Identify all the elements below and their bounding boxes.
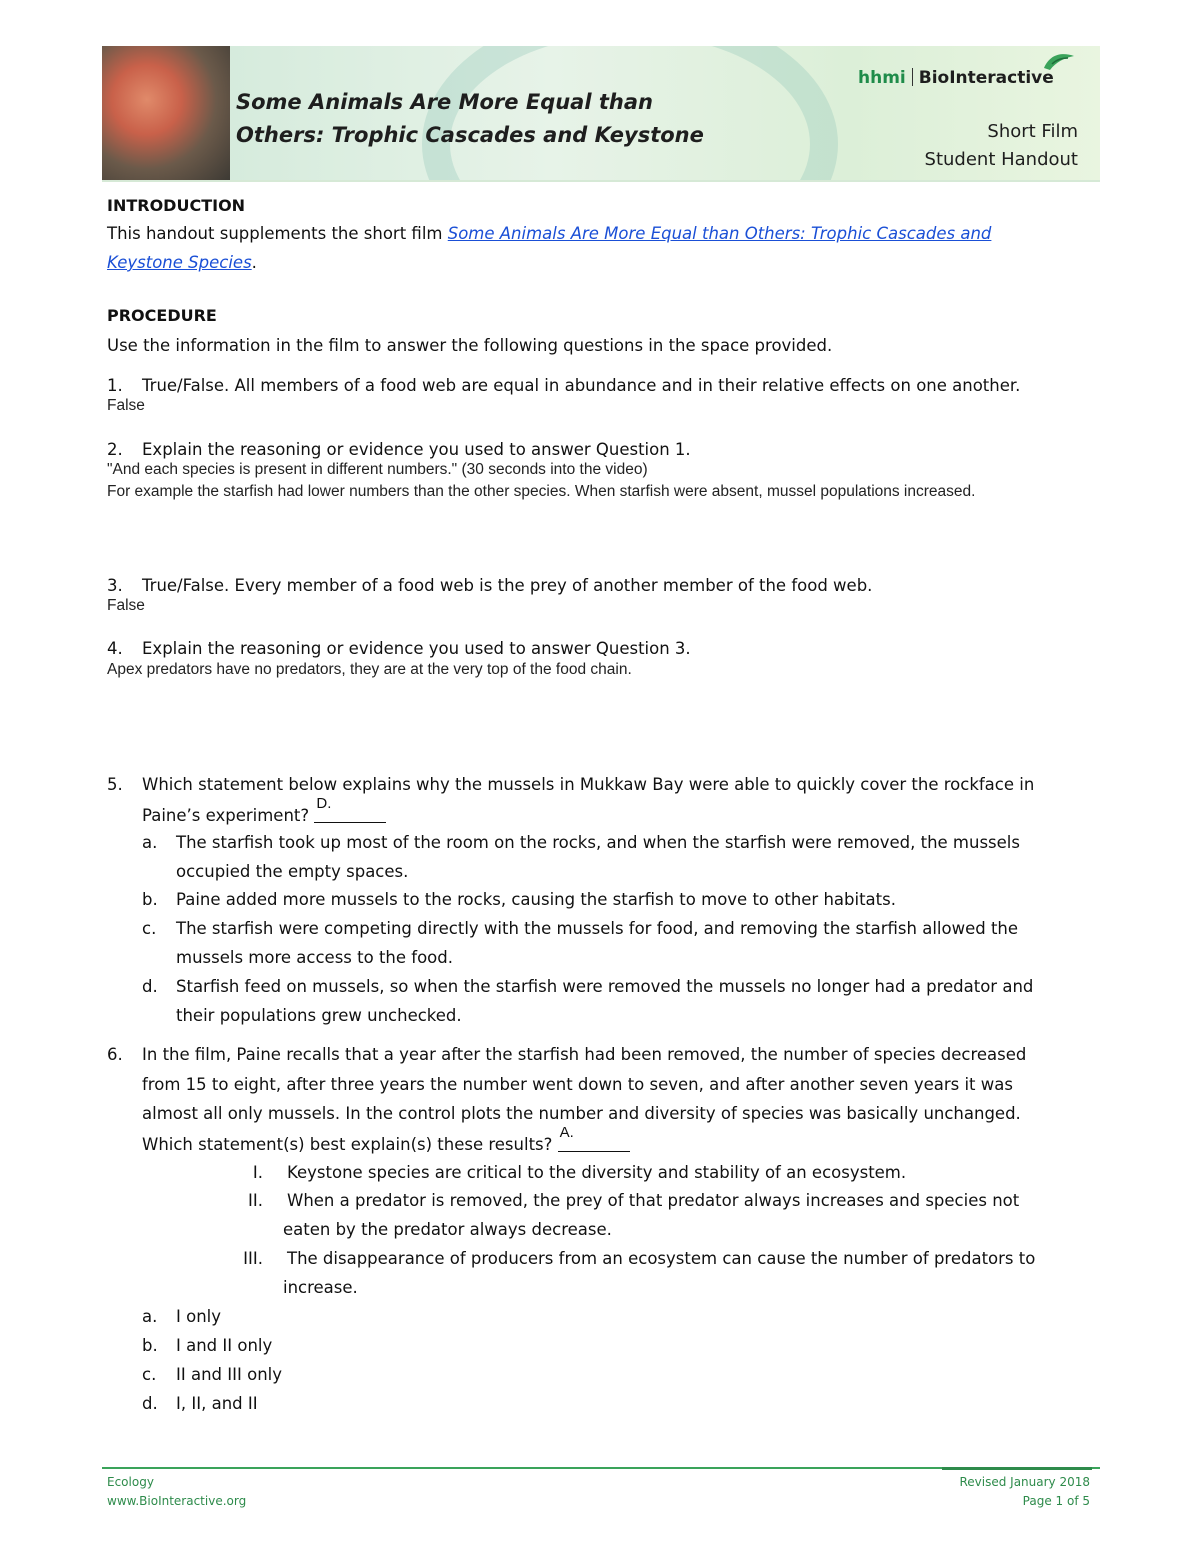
title-line-1: Some Animals Are More Equal than	[236, 90, 653, 114]
question-6	[107, 1045, 1026, 1064]
option-text: The starfish took up most of the room on the rocks, and when the starfish were removed, the mussels	[176, 833, 1020, 852]
question-2	[107, 440, 691, 459]
question-number: 6.	[107, 1045, 123, 1064]
answer-1: False	[107, 397, 145, 414]
footer-subject: Ecology	[107, 1475, 154, 1489]
answer-4: Apex predators have no predators, they are at the very top of the food chain.	[107, 661, 632, 678]
question-text: True/False. All members of a food web are equal in abundance and in their relative effects on one another.	[142, 376, 1021, 395]
film-link[interactable]: Some Animals Are More Equal than Others: Trophic Cascades and	[447, 224, 992, 243]
question-text-line-2: Paine’s experiment?	[142, 806, 310, 825]
q6-statement-2	[197, 1191, 1019, 1210]
option-text: I, II, and II	[176, 1394, 258, 1413]
question-text: Explain the reasoning or evidence you used to answer Question 3.	[142, 639, 691, 658]
answer-3: False	[107, 597, 145, 614]
q6-statement-2-line-2: eaten by the predator always decrease.	[283, 1220, 612, 1239]
introduction-text-2	[107, 253, 257, 272]
q6-statement-1	[197, 1163, 906, 1182]
footer-website-link[interactable]: www.BioInteractive.org	[107, 1494, 247, 1508]
q6-option-d	[142, 1394, 258, 1413]
title-line-2: Others: Trophic Cascades and Keystone	[236, 123, 704, 147]
q6-option-a	[142, 1307, 221, 1326]
intro-text-after: .	[251, 253, 257, 272]
question-6-line-2: from 15 to eight, after three years the number went down to seven, and after another seven years it was	[142, 1075, 1013, 1094]
question-text-line-4: Which statement(s) best explain(s) these results?	[142, 1135, 553, 1154]
question-6-line-4	[142, 1124, 630, 1154]
q6-option-b	[142, 1336, 272, 1355]
brand-divider	[912, 68, 913, 86]
question-1	[107, 376, 1020, 395]
q5-option-c	[142, 919, 1018, 938]
question-3	[107, 576, 872, 595]
question-number: 4.	[107, 639, 123, 658]
q5-option-c-line-2: mussels more access to the food.	[176, 948, 453, 967]
q6-option-c	[142, 1365, 282, 1384]
question-6-line-3: almost all only mussels. In the control plots the number and diversity of species was basically unchanged.	[142, 1104, 1021, 1123]
question-text-line-1: Which statement below explains why the mussels in Mukkaw Bay were able to quickly cover the rockface in	[142, 775, 1035, 794]
answer-blank-6[interactable]	[558, 1124, 630, 1152]
answer-6: A.	[559, 1124, 574, 1141]
question-number: 5.	[107, 775, 123, 794]
brand-logo	[858, 68, 1054, 88]
option-letter: a.	[142, 833, 158, 852]
question-number: 2.	[107, 440, 123, 459]
footer-divider-accent	[942, 1467, 1092, 1470]
starfish-photo	[102, 46, 230, 180]
statement-text: The disappearance of producers from an ecosystem can cause the number of predators to	[287, 1249, 1036, 1268]
footer-page-number: Page 1 of 5	[1022, 1494, 1090, 1508]
option-text: II and III only	[176, 1365, 283, 1384]
question-4	[107, 639, 691, 658]
option-letter: a.	[142, 1307, 158, 1326]
statement-text: Keystone species are critical to the diversity and stability of an ecosystem.	[287, 1163, 907, 1182]
question-text: True/False. Every member of a food web is the prey of another member of the food web.	[142, 576, 873, 595]
roman-numeral: I.	[252, 1163, 263, 1182]
brand-hhmi: hhmi	[858, 68, 906, 88]
footer-revised-date: Revised January 2018	[959, 1475, 1090, 1489]
procedure-instructions: Use the information in the film to answer the following questions in the space provided.	[107, 336, 833, 355]
q5-option-a	[142, 833, 1020, 852]
question-text-line-1: In the film, Paine recalls that a year after the starfish had been removed, the number of species decreased	[142, 1045, 1027, 1064]
q6-statement-3	[197, 1249, 1035, 1268]
option-letter: c.	[142, 919, 157, 938]
question-number: 1.	[107, 376, 123, 395]
intro-text-before: This handout supplements the short film	[107, 224, 448, 243]
option-text: The starfish were competing directly with the mussels for food, and removing the starfish allowed the	[176, 919, 1019, 938]
doc-type-line-1: Short Film	[987, 121, 1078, 142]
page-title	[236, 86, 704, 152]
option-letter: d.	[142, 977, 158, 996]
q6-statement-3-line-2: increase.	[283, 1278, 358, 1297]
option-text: Paine added more mussels to the rocks, causing the starfish to move to other habitats.	[176, 890, 896, 909]
option-text: I only	[176, 1307, 222, 1326]
brand-biointeractive: BioInteractive	[918, 68, 1054, 88]
roman-numeral: III.	[243, 1249, 263, 1268]
option-letter: b.	[142, 1336, 158, 1355]
film-link-continued[interactable]: Keystone Species	[107, 253, 252, 272]
option-letter: c.	[142, 1365, 157, 1384]
option-text: I and II only	[176, 1336, 273, 1355]
question-text: Explain the reasoning or evidence you used to answer Question 1.	[142, 440, 691, 459]
question-5	[107, 775, 1034, 794]
question-number: 3.	[107, 576, 123, 595]
answer-5: D.	[316, 795, 332, 812]
option-letter: d.	[142, 1394, 158, 1413]
statement-text: When a predator is removed, the prey of that predator always increases and species not	[287, 1191, 1020, 1210]
introduction-heading: INTRODUCTION	[107, 196, 246, 215]
option-text: Starfish feed on mussels, so when the starfish were removed the mussels no longer had a predator and	[176, 977, 1034, 996]
doc-type-line-2: Student Handout	[924, 149, 1078, 170]
answer-2-line-2: For example the starfish had lower numbers than the other species. When starfish were absent, mussel populations increased.	[107, 483, 976, 500]
answer-blank-5[interactable]	[314, 795, 386, 823]
q5-option-d-line-2: their populations grew unchecked.	[176, 1006, 462, 1025]
question-5-line-2	[142, 795, 386, 825]
q5-option-a-line-2: occupied the empty spaces.	[176, 862, 409, 881]
answer-2-line-1: "And each species is present in different numbers." (30 seconds into the video)	[107, 461, 648, 478]
option-letter: b.	[142, 890, 158, 909]
q5-option-d	[142, 977, 1033, 996]
roman-numeral: II.	[248, 1191, 263, 1210]
document-type	[925, 118, 1078, 174]
introduction-text	[107, 224, 991, 243]
q5-option-b	[142, 890, 896, 909]
procedure-heading: PROCEDURE	[107, 306, 217, 325]
